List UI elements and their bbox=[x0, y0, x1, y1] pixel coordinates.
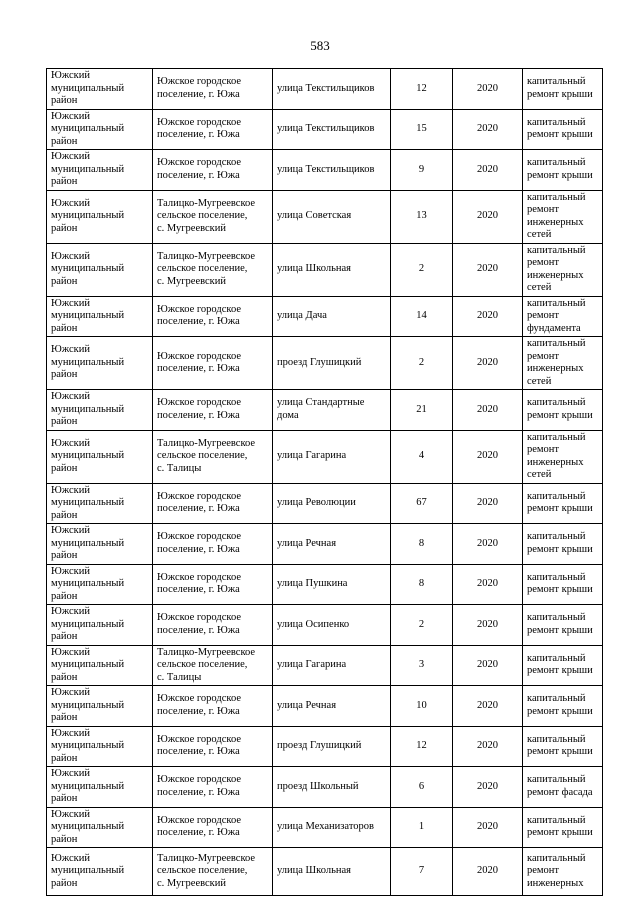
house-number-cell bbox=[391, 109, 453, 150]
settlement-cell bbox=[153, 430, 273, 483]
street-cell bbox=[273, 645, 391, 686]
work-type-cell bbox=[523, 767, 603, 808]
work-type-cell bbox=[523, 430, 603, 483]
settlement-cell-text: Талицко-Мугреевское сельское поселение, с. Талицы bbox=[157, 437, 256, 474]
year-cell bbox=[453, 605, 523, 646]
year-cell-text: 2020 bbox=[477, 497, 498, 508]
district-cell-text: Южский муниципальный район bbox=[51, 297, 125, 334]
year-cell-text: 2020 bbox=[477, 450, 498, 462]
house-number-cell-text: 67 bbox=[416, 497, 427, 508]
table-row bbox=[47, 69, 603, 110]
year-cell bbox=[453, 337, 523, 390]
table-row bbox=[47, 243, 603, 296]
street-cell-text: улица Пушкина bbox=[277, 578, 348, 589]
year-cell-text: 2020 bbox=[477, 780, 498, 792]
house-number-cell bbox=[391, 524, 453, 565]
street-cell bbox=[273, 430, 391, 483]
street-cell-text: улица Революции bbox=[277, 497, 356, 508]
table-row bbox=[47, 524, 603, 565]
table-row bbox=[47, 483, 603, 524]
year-cell-text: 2020 bbox=[477, 821, 498, 832]
settlement-cell-text: Талицко-Мугреевское сельское поселение, с. Мугреевский bbox=[157, 852, 256, 889]
settlement-cell-text: Южское городское поселение, г. Южа bbox=[157, 693, 241, 717]
work-type-cell bbox=[523, 564, 603, 605]
street-cell bbox=[273, 767, 391, 808]
table-row bbox=[47, 150, 603, 191]
work-type-cell-text: капитальный ремонт крыши bbox=[527, 733, 593, 758]
table-row bbox=[47, 190, 603, 243]
year-cell-text: 2020 bbox=[477, 740, 498, 751]
year-cell bbox=[453, 109, 523, 150]
year-cell-text: 2020 bbox=[477, 403, 498, 415]
district-cell-text: Южский муниципальный район bbox=[51, 197, 125, 234]
district-cell-text: Южский муниципальный район bbox=[51, 250, 125, 287]
year-cell-text: 2020 bbox=[477, 659, 498, 670]
house-number-cell-text: 7 bbox=[418, 865, 425, 877]
house-number-cell bbox=[391, 243, 453, 296]
year-cell-text: 2020 bbox=[477, 163, 498, 175]
district-cell-text: Южский муниципальный район bbox=[51, 344, 125, 381]
work-type-cell bbox=[523, 243, 603, 296]
settlement-cell-text: Южское городское поселение, г. Южа bbox=[157, 76, 241, 100]
settlement-cell bbox=[153, 686, 273, 727]
house-number-cell-text: 21 bbox=[416, 403, 427, 415]
house-number-cell-text: 8 bbox=[418, 537, 425, 549]
work-type-cell-text: капитальный ремонт инженерных сетей bbox=[527, 244, 586, 293]
table-row bbox=[47, 645, 603, 686]
table-row bbox=[47, 296, 603, 337]
work-type-cell bbox=[523, 296, 603, 337]
district-cell-text: Южский муниципальный район bbox=[51, 151, 125, 187]
year-cell-text: 2020 bbox=[477, 699, 498, 711]
settlement-cell-text: Южское городское поселение, г. Южа bbox=[157, 397, 241, 421]
house-number-cell-text: 9 bbox=[418, 163, 425, 175]
house-number-cell bbox=[391, 848, 453, 896]
house-number-cell-text: 8 bbox=[418, 578, 425, 589]
street-cell-text: улица Гагарина bbox=[277, 659, 347, 670]
work-type-cell-text: капитальный ремонт крыши bbox=[527, 612, 593, 636]
house-number-cell-text: 10 bbox=[416, 699, 427, 711]
house-number-cell-text: 1 bbox=[418, 821, 425, 832]
district-cell-text: Южский муниципальный район bbox=[51, 727, 125, 764]
district-cell bbox=[47, 190, 153, 243]
street-cell bbox=[273, 109, 391, 150]
house-number-cell bbox=[391, 150, 453, 191]
district-cell-text: Южский муниципальный район bbox=[51, 687, 125, 723]
settlement-cell-text: Талицко-Мугреевское сельское поселение, с. Талицы bbox=[157, 646, 256, 683]
table-row bbox=[47, 726, 603, 767]
work-type-cell bbox=[523, 390, 603, 431]
house-number-cell-text: 2 bbox=[418, 356, 425, 368]
district-cell-text: Южский муниципальный район bbox=[51, 768, 125, 804]
settlement-cell bbox=[153, 483, 273, 524]
year-cell bbox=[453, 69, 523, 110]
year-cell-text: 2020 bbox=[477, 356, 498, 368]
table-row bbox=[47, 686, 603, 727]
district-cell bbox=[47, 150, 153, 191]
year-cell-text: 2020 bbox=[477, 865, 498, 877]
work-type-cell bbox=[523, 605, 603, 646]
house-number-cell bbox=[391, 69, 453, 110]
year-cell bbox=[453, 296, 523, 337]
district-cell bbox=[47, 686, 153, 727]
district-cell-text: Южский муниципальный район bbox=[51, 391, 125, 427]
work-type-cell-text: капитальный ремонт инженерных сетей bbox=[527, 191, 586, 240]
table-row bbox=[47, 807, 603, 848]
year-cell bbox=[453, 686, 523, 727]
year-cell bbox=[453, 848, 523, 896]
work-type-cell-text: капитальный ремонт крыши bbox=[527, 814, 593, 839]
street-cell-text: проезд Глушицкий bbox=[277, 740, 362, 751]
house-number-cell bbox=[391, 390, 453, 431]
work-type-cell-text: капитальный ремонт крыши bbox=[527, 157, 593, 181]
year-cell bbox=[453, 390, 523, 431]
house-number-cell bbox=[391, 726, 453, 767]
year-cell-text: 2020 bbox=[477, 123, 498, 134]
house-number-cell-text: 14 bbox=[416, 310, 427, 321]
table-row bbox=[47, 337, 603, 390]
house-number-cell bbox=[391, 564, 453, 605]
work-type-cell-text: капитальный ремонт крыши bbox=[527, 571, 593, 596]
table-body bbox=[47, 69, 603, 896]
settlement-cell-text: Южское городское поселение, г. Южа bbox=[157, 814, 241, 839]
settlement-cell-text: Южское городское поселение, г. Южа bbox=[157, 774, 241, 798]
work-type-cell bbox=[523, 150, 603, 191]
district-cell bbox=[47, 109, 153, 150]
work-type-cell bbox=[523, 726, 603, 767]
work-type-cell bbox=[523, 69, 603, 110]
settlement-cell bbox=[153, 69, 273, 110]
district-cell bbox=[47, 296, 153, 337]
year-cell bbox=[453, 726, 523, 767]
district-cell-text: Южский муниципальный район bbox=[51, 565, 125, 602]
house-number-cell-text: 15 bbox=[416, 123, 427, 134]
house-number-cell-text: 12 bbox=[416, 740, 427, 751]
house-number-cell bbox=[391, 483, 453, 524]
settlement-cell bbox=[153, 564, 273, 605]
settlement-cell-text: Южское городское поселение, г. Южа bbox=[157, 116, 241, 141]
district-cell-text: Южский муниципальный район bbox=[51, 437, 125, 474]
table-row bbox=[47, 605, 603, 646]
house-number-cell bbox=[391, 190, 453, 243]
street-cell bbox=[273, 150, 391, 191]
settlement-cell-text: Талицко-Мугреевское сельское поселение, с. Мугреевский bbox=[157, 250, 256, 287]
district-cell bbox=[47, 337, 153, 390]
table-row bbox=[47, 390, 603, 431]
work-type-cell-text: капитальный ремонт инженерных сетей bbox=[527, 431, 586, 480]
house-number-cell-text: 2 bbox=[418, 618, 425, 630]
street-cell bbox=[273, 483, 391, 524]
work-type-cell bbox=[523, 848, 603, 896]
street-cell-text: улица Советская bbox=[277, 210, 352, 222]
district-cell bbox=[47, 767, 153, 808]
street-cell-text: улица Текстильщиков bbox=[277, 163, 375, 175]
year-cell bbox=[453, 150, 523, 191]
settlement-cell bbox=[153, 109, 273, 150]
district-cell-text: Южский муниципальный район bbox=[51, 606, 125, 642]
settlement-cell-text: Южское городское поселение, г. Южа bbox=[157, 733, 241, 758]
district-cell-text: Южский муниципальный район bbox=[51, 70, 125, 106]
settlement-cell bbox=[153, 605, 273, 646]
district-cell bbox=[47, 390, 153, 431]
settlement-cell bbox=[153, 524, 273, 565]
work-type-cell bbox=[523, 807, 603, 848]
street-cell-text: улица Текстильщиков bbox=[277, 82, 375, 94]
table-row bbox=[47, 564, 603, 605]
work-type-cell bbox=[523, 109, 603, 150]
house-number-cell-text: 6 bbox=[418, 780, 425, 792]
street-cell bbox=[273, 605, 391, 646]
street-cell bbox=[273, 243, 391, 296]
year-cell bbox=[453, 483, 523, 524]
work-type-cell-text: капитальный ремонт крыши bbox=[527, 490, 593, 515]
page-number: 583 bbox=[310, 38, 330, 53]
year-cell-text: 2020 bbox=[477, 578, 498, 589]
work-type-cell bbox=[523, 686, 603, 727]
district-cell bbox=[47, 483, 153, 524]
year-cell bbox=[453, 243, 523, 296]
street-cell bbox=[273, 848, 391, 896]
table-row bbox=[47, 848, 603, 896]
street-cell bbox=[273, 564, 391, 605]
settlement-cell bbox=[153, 767, 273, 808]
house-number-cell-text: 2 bbox=[418, 263, 425, 275]
district-cell bbox=[47, 848, 153, 896]
year-cell-text: 2020 bbox=[477, 537, 498, 549]
work-type-cell-text: капитальный ремонт инженерных bbox=[527, 852, 586, 889]
street-cell bbox=[273, 686, 391, 727]
year-cell bbox=[453, 190, 523, 243]
street-cell-text: улица Текстильщиков bbox=[277, 123, 375, 134]
settlement-cell bbox=[153, 645, 273, 686]
work-type-cell-text: капитальный ремонт фундамента bbox=[527, 297, 586, 334]
district-cell bbox=[47, 430, 153, 483]
work-type-cell bbox=[523, 524, 603, 565]
district-cell bbox=[47, 807, 153, 848]
street-cell bbox=[273, 726, 391, 767]
settlement-cell bbox=[153, 807, 273, 848]
work-type-cell bbox=[523, 337, 603, 390]
settlement-cell bbox=[153, 726, 273, 767]
table-row bbox=[47, 767, 603, 808]
house-number-cell bbox=[391, 337, 453, 390]
settlement-cell bbox=[153, 190, 273, 243]
work-type-cell bbox=[523, 483, 603, 524]
house-number-cell bbox=[391, 430, 453, 483]
house-number-cell bbox=[391, 767, 453, 808]
year-cell-text: 2020 bbox=[477, 618, 498, 630]
street-cell-text: улица Речная bbox=[277, 699, 337, 711]
street-cell-text: проезд Глушицкий bbox=[277, 356, 362, 368]
house-number-cell bbox=[391, 605, 453, 646]
street-cell bbox=[273, 296, 391, 337]
district-cell-text: Южский муниципальный район bbox=[51, 525, 125, 561]
street-cell bbox=[273, 390, 391, 431]
year-cell bbox=[453, 767, 523, 808]
settlement-cell-text: Южское городское поселение, г. Южа bbox=[157, 303, 241, 328]
street-cell-text: проезд Школьный bbox=[277, 780, 359, 792]
year-cell-text: 2020 bbox=[477, 263, 498, 275]
work-type-cell-text: капитальный ремонт крыши bbox=[527, 531, 593, 555]
settlement-cell-text: Южское городское поселение, г. Южа bbox=[157, 571, 241, 596]
year-cell bbox=[453, 645, 523, 686]
settlement-cell-text: Южское городское поселение, г. Южа bbox=[157, 350, 241, 374]
street-cell bbox=[273, 190, 391, 243]
district-cell-text: Южский муниципальный район bbox=[51, 852, 125, 889]
street-cell-text: улица Осипенко bbox=[277, 618, 350, 630]
work-type-cell-text: капитальный ремонт инженерных сетей bbox=[527, 338, 586, 387]
house-number-cell-text: 4 bbox=[418, 450, 425, 462]
district-cell bbox=[47, 645, 153, 686]
settlement-cell bbox=[153, 390, 273, 431]
year-cell bbox=[453, 524, 523, 565]
district-cell-text: Южский муниципальный район bbox=[51, 484, 125, 521]
district-cell-text: Южский муниципальный район bbox=[51, 646, 125, 683]
settlement-cell bbox=[153, 150, 273, 191]
house-number-cell bbox=[391, 296, 453, 337]
year-cell-text: 2020 bbox=[477, 210, 498, 222]
district-cell bbox=[47, 564, 153, 605]
year-cell-text: 2020 bbox=[477, 310, 498, 321]
work-type-cell-text: капитальный ремонт крыши bbox=[527, 116, 593, 141]
district-cell bbox=[47, 243, 153, 296]
street-cell bbox=[273, 524, 391, 565]
district-cell bbox=[47, 605, 153, 646]
work-type-cell bbox=[523, 645, 603, 686]
table-row bbox=[47, 109, 603, 150]
year-cell bbox=[453, 564, 523, 605]
street-cell-text: улица Дача bbox=[277, 310, 327, 321]
district-cell-text: Южский муниципальный район bbox=[51, 110, 125, 147]
year-cell bbox=[453, 430, 523, 483]
street-cell-text: улица Стандартные дома bbox=[277, 397, 365, 421]
street-cell-text: улица Школьная bbox=[277, 263, 351, 275]
work-type-cell-text: капитальный ремонт крыши bbox=[527, 652, 593, 677]
work-type-cell-text: капитальный ремонт крыши bbox=[527, 397, 593, 421]
street-cell bbox=[273, 807, 391, 848]
street-cell-text: улица Речная bbox=[277, 537, 337, 549]
year-cell-text: 2020 bbox=[477, 82, 498, 94]
table-row bbox=[47, 430, 603, 483]
district-cell bbox=[47, 524, 153, 565]
street-cell-text: улица Механизаторов bbox=[277, 821, 374, 832]
settlement-cell bbox=[153, 848, 273, 896]
settlement-cell-text: Южское городское поселение, г. Южа bbox=[157, 612, 241, 636]
house-number-cell-text: 3 bbox=[418, 659, 425, 670]
settlement-cell-text: Южское городское поселение, г. Южа bbox=[157, 531, 241, 555]
house-number-cell-text: 13 bbox=[416, 210, 427, 222]
settlement-cell bbox=[153, 296, 273, 337]
work-type-cell-text: капитальный ремонт крыши bbox=[527, 76, 593, 100]
street-cell bbox=[273, 337, 391, 390]
work-type-cell-text: капитальный ремонт фасада bbox=[527, 774, 593, 798]
street-cell-text: улица Гагарина bbox=[277, 450, 347, 462]
house-number-cell bbox=[391, 686, 453, 727]
work-type-cell bbox=[523, 190, 603, 243]
district-cell-text: Южский муниципальный район bbox=[51, 808, 125, 845]
settlement-cell-text: Талицко-Мугреевское сельское поселение, с. Мугреевский bbox=[157, 197, 256, 234]
settlement-cell-text: Южское городское поселение, г. Южа bbox=[157, 157, 241, 181]
district-cell bbox=[47, 726, 153, 767]
settlement-cell bbox=[153, 243, 273, 296]
house-number-cell bbox=[391, 645, 453, 686]
year-cell bbox=[453, 807, 523, 848]
house-number-cell bbox=[391, 807, 453, 848]
settlement-cell-text: Южское городское поселение, г. Южа bbox=[157, 490, 241, 515]
street-cell-text: улица Школьная bbox=[277, 865, 351, 877]
street-cell bbox=[273, 69, 391, 110]
work-type-cell-text: капитальный ремонт крыши bbox=[527, 693, 593, 717]
repair-schedule-table bbox=[46, 68, 603, 896]
house-number-cell-text: 12 bbox=[416, 82, 427, 94]
district-cell bbox=[47, 69, 153, 110]
settlement-cell bbox=[153, 337, 273, 390]
